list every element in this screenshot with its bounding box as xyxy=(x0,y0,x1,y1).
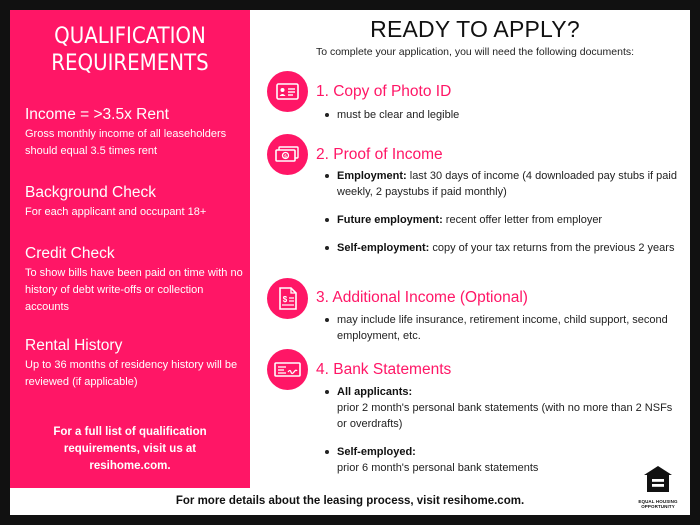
step-bullets-additional-income xyxy=(325,312,677,344)
step-bullets-bank-statements xyxy=(325,384,677,476)
check-icon xyxy=(267,349,308,390)
equal-housing-icon xyxy=(642,464,674,494)
document-dollar-icon xyxy=(267,278,308,319)
list-item: may include life insurance, retirement income, child support, second employment, etc. xyxy=(325,312,677,344)
qualification-footer: For a full list of qualification requirements, visit us at resihome.com. xyxy=(53,426,207,472)
requirement-heading: Rental History xyxy=(25,337,123,354)
money-icon xyxy=(267,134,308,175)
requirement-background-check xyxy=(25,183,249,221)
qualification-panel xyxy=(10,10,250,488)
eho-label: EQUAL HOUSING OPPORTUNITY xyxy=(638,499,678,509)
list-item: All applicants: prior 2 month's personal bank statements (with no more than 2 NSFs or overdrafts) xyxy=(325,384,677,432)
requirement-text: Gross monthly income of all leaseholders should equal 3.5 times rent xyxy=(25,128,227,157)
step-bullets-photo-id xyxy=(325,107,677,123)
requirement-heading: Background Check xyxy=(25,184,156,201)
requirement-text: To show bills have been paid on time with no history of debt write-offs or collection accounts xyxy=(25,267,243,313)
page-subtitle: To complete your application, you will need the following documents: xyxy=(315,46,635,58)
requirement-rental-history xyxy=(25,336,249,391)
equal-housing-logo xyxy=(636,464,680,510)
list-item: must be clear and legible xyxy=(325,107,677,123)
requirement-heading: Income = >3.5x Rent xyxy=(25,106,169,123)
step-title-proof-of-income: 2. Proof of Income xyxy=(316,146,443,163)
id-card-icon xyxy=(267,71,308,112)
requirement-credit-check xyxy=(25,244,249,316)
page-title: READY TO APPLY? xyxy=(370,16,580,42)
requirement-heading: Credit Check xyxy=(25,245,115,262)
leasing-footer: For more details about the leasing process, visit resihome.com. xyxy=(10,488,690,515)
requirement-income xyxy=(25,105,249,160)
step-title-bank-statements: 4. Bank Statements xyxy=(316,361,452,378)
qualification-title: QUALIFICATION REQUIREMENTS xyxy=(51,24,209,76)
step-title-photo-id: 1. Copy of Photo ID xyxy=(316,83,452,100)
requirement-text: For each applicant and occupant 18+ xyxy=(25,206,207,218)
list-item: Future employment: recent offer letter from employer xyxy=(325,212,677,228)
list-item: Self-employed: prior 6 month's personal bank statements xyxy=(325,444,677,476)
svg-text:$: $ xyxy=(284,153,287,159)
requirement-text: Up to 36 months of residency history will be reviewed (if applicable) xyxy=(25,359,238,388)
step-title-additional-income: 3. Additional Income (Optional) xyxy=(316,289,528,306)
list-item: Employment: last 30 days of income (4 downloaded pay stubs if paid weekly, 2 paystubs if paid monthly) xyxy=(325,168,677,200)
list-item: Self-employment: copy of your tax returns from the previous 2 years xyxy=(325,240,677,256)
step-bullets-proof-of-income xyxy=(325,168,677,256)
svg-text:$: $ xyxy=(282,295,288,304)
